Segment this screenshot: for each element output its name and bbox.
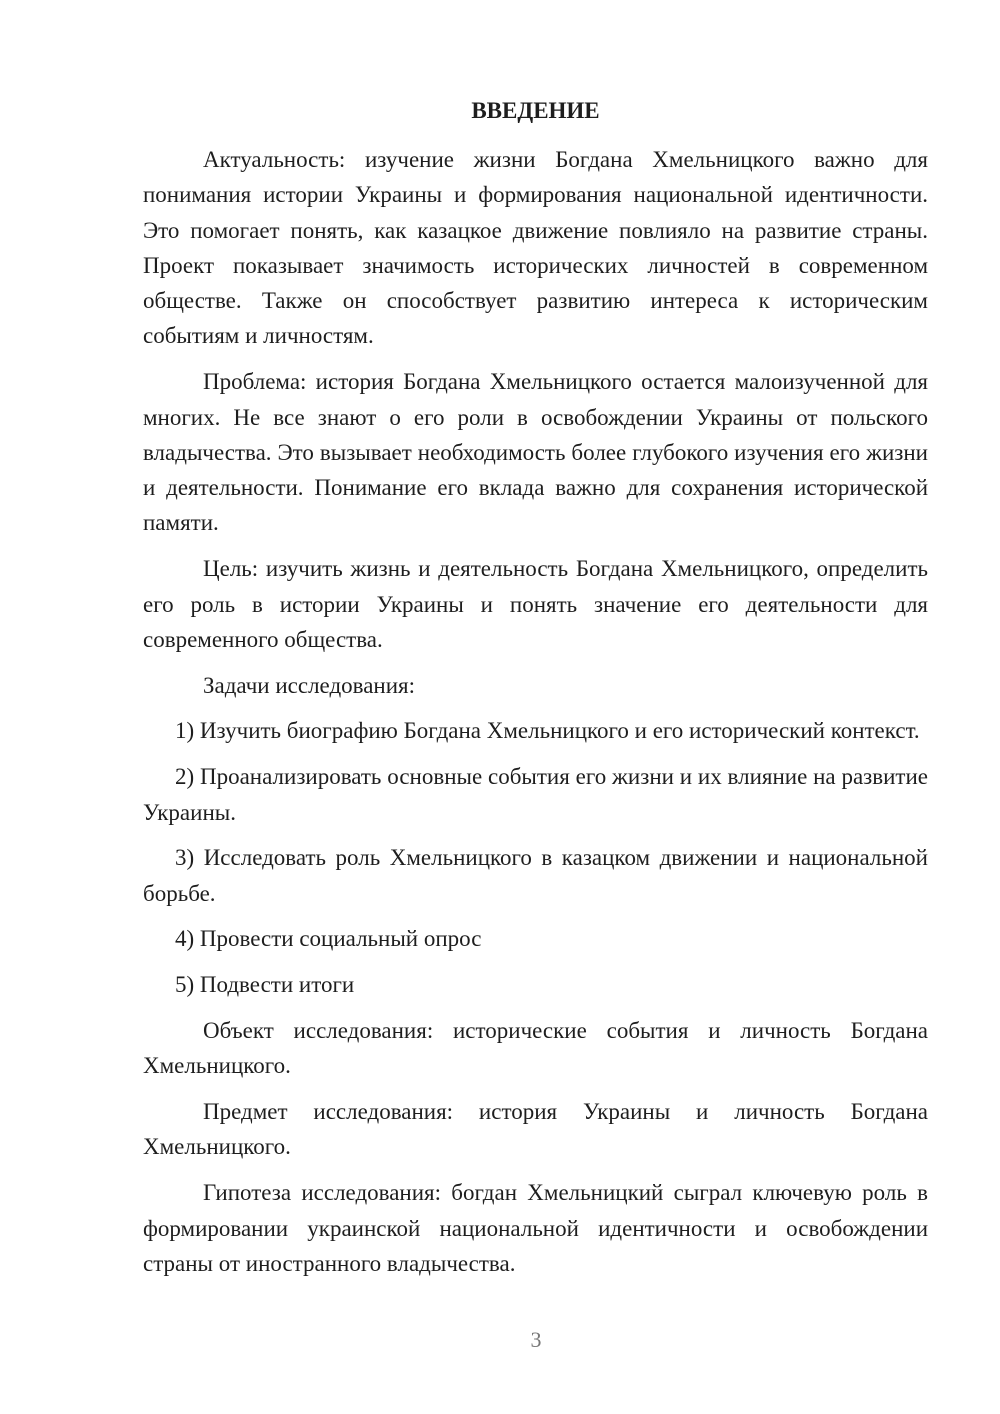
task-item: 3) Исследовать роль Хмельницкого в казацком движении и национальной борьбе. xyxy=(143,845,928,906)
hypothesis-paragraph: Гипотеза исследования: богдан Хмельницкий сыграл ключевую роль в формировании украинской национальной идентичности и освобождении страны от иностранного владычества. xyxy=(143,1180,928,1276)
task-item: 2) Проанализировать основные события его жизни и их влияние на развитие Украины. xyxy=(143,764,928,825)
page-title: ВВЕДЕНИЕ xyxy=(471,98,600,123)
document-body xyxy=(143,142,928,1292)
subject-paragraph: Предмет исследования: история Украины и личность Богдана Хмельницкого. xyxy=(143,1099,928,1160)
problem-paragraph: Проблема: история Богдана Хмельницкого остается малоизученной для многих. Не все знают о его роли в освобождении Украины от польского владычества. Это вызывает необходимость более глубокого изучения его жизни и деятельности. Понимание его вклада важно для сохранения исторической памяти. xyxy=(143,369,928,536)
task-item: 1) Изучить биографию Богдана Хмельницкого и его исторический контекст. xyxy=(175,718,920,744)
object-paragraph: Объект исследования: исторические события и личность Богдана Хмельницкого. xyxy=(143,1018,928,1079)
goal-paragraph: Цель: изучить жизнь и деятельность Богдана Хмельницкого, определить его роль в истории Украины и понять значение его деятельности для современного общества. xyxy=(143,556,928,652)
task-item: 5) Подвести итоги xyxy=(175,972,355,998)
page-number: 3 xyxy=(530,1327,542,1352)
task-item: 4) Провести социальный опрос xyxy=(175,926,482,952)
tasks-title: Задачи исследования: xyxy=(203,672,416,698)
relevance-paragraph: Актуальность: изучение жизни Богдана Хмельницкого важно для понимания истории Украины и формирования национальной идентичности. Это помогает понять, как казацкое движение повлияло на развитие страны. Проект показывает значимость исторических личностей в современном обществе. Также он способствует развитию интереса к историческим событиям и личностям. xyxy=(143,147,928,349)
